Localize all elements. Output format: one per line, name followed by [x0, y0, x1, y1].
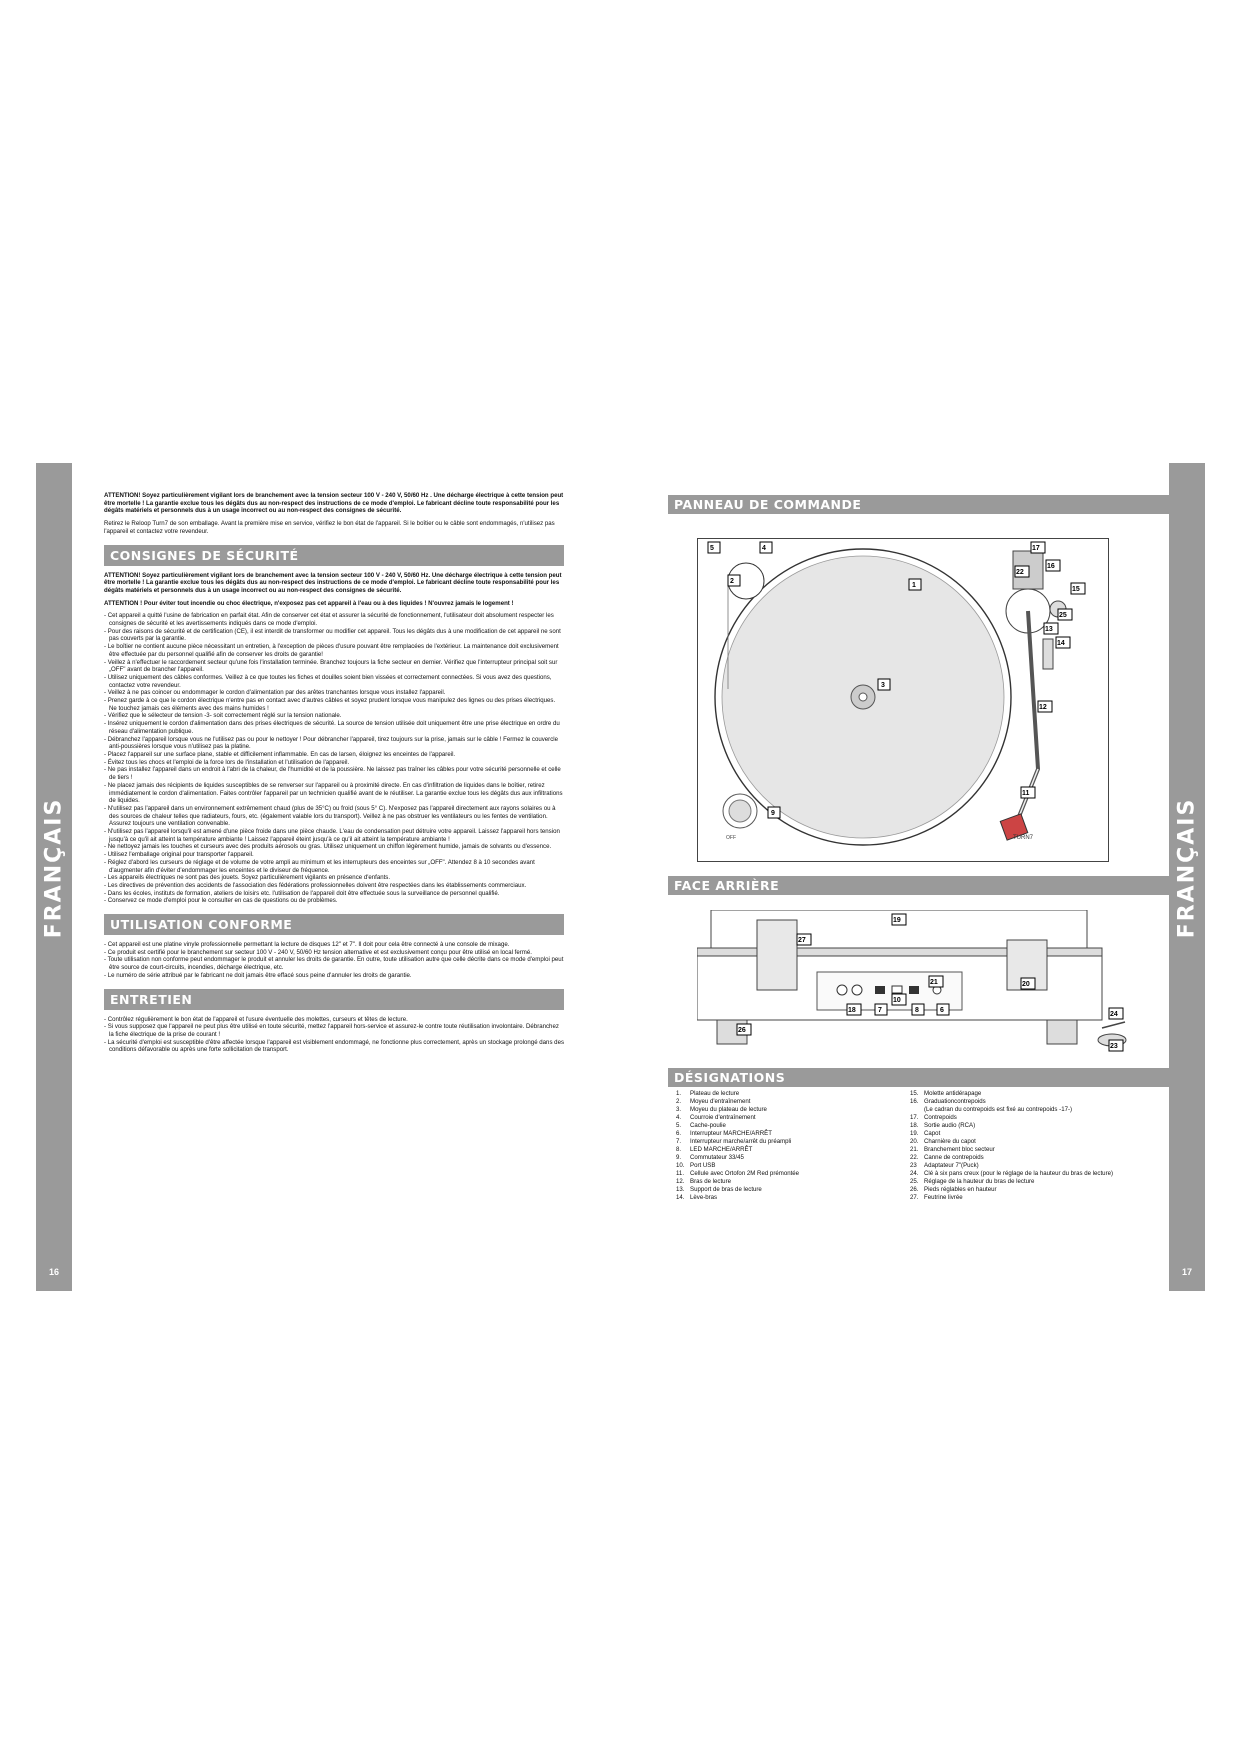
list-item: - N'utilisez pas l'appareil lorsqu'il est amené d'une pièce froide dans une pièce chaude. L'eau de condensation peut détruire votre appareil. Laissez l'appareil hors tension jusqu'à ce qu'il ait atteint la température ambiante ! Laissez l'appareil éteint jusqu'à ce qu'il ait atteint la température ambiante ! [104, 828, 564, 843]
section-header-usage: UTILISATION CONFORME [104, 914, 564, 935]
callout-14: 14 [1057, 640, 1065, 647]
arm-lift [1043, 639, 1053, 669]
hinge-left [757, 920, 797, 990]
list-item: 14. Lève-bras [676, 1194, 718, 1201]
hex-key [1102, 1022, 1125, 1028]
designations-left-list [676, 1090, 911, 1202]
section-header-safety: CONSIGNES DE SÉCURITÉ [104, 545, 564, 566]
list-item: - Évitez tous les chocs et l'emploi de la force lors de l'installation et l'utilisation de l'appareil. [104, 759, 564, 767]
list-item: - Contrôlez régulièrement le bon état de l'appareil et l'usure éventuelle des molettes, curseurs et têtes de lecture. [104, 1016, 564, 1024]
list-item: - Ne nettoyez jamais les touches et curseurs avec des produits aérosols ou gras. Utilisez uniquement un chiffon légèrement humide, jamais de solvants ou d'essence. [104, 843, 564, 851]
list-item: 23 Adaptateur 7"(Puck) [910, 1162, 979, 1169]
safety-attention-2: ATTENTION ! Pour éviter tout incendie ou choc électrique, n'exposez pas cet appareil à l'eau ou à des liquides ! N'ouvrez jamais le logement ! [104, 599, 514, 607]
list-item: - Utilisez l'emballage original pour transporter l'appareil. [104, 851, 564, 859]
list-item: - Le boîtier ne contient aucune pièce nécessitant un entretien, à l'exception de pièces d'usure pouvant être remplacées de l'extérieur. La maintenance doit exclusivement être effectuée par du personnel qualifié afin de conserver les droits de garantie! [104, 643, 564, 658]
callout-20: 20 [1022, 981, 1030, 988]
callout-10: 10 [893, 997, 901, 1004]
callout-5: 5 [710, 545, 714, 552]
foot-right [1047, 1020, 1077, 1044]
list-item: 27. Feutrine livrée [910, 1194, 963, 1201]
callout-6: 6 [940, 1007, 944, 1014]
callout-2: 2 [730, 578, 734, 585]
callout-3: 3 [881, 682, 885, 689]
callout-18: 18 [848, 1007, 856, 1014]
list-item: 11. Cellule avec Ortofon 2M Red prémontée [676, 1170, 800, 1177]
list-item: - Vérifiez que le sélecteur de tension -3- soit correctement réglé sur la tension nationale. [104, 712, 564, 720]
list-item: - Les directives de prévention des accidents de l'association des fédérations professionnelles doivent être respectées dans les établissements commerciaux. [104, 882, 564, 890]
list-item: - Cet appareil est une platine vinyle professionnelle permettant la lecture de disques 12" et 7". Il doit pour cela être connecté à une console de mixage. [104, 941, 564, 949]
maintenance-list [104, 1016, 564, 1055]
list-item: - La sécurité d'emploi est susceptible d'être affectée lorsque l'appareil est visiblement endommagé, ne fonctionne plus correctement, après un stockage prolongé dans des conditions défavorable ou après une forte sollicitation de transport. [104, 1039, 564, 1054]
list-item: 21. Branchement bloc secteur [910, 1146, 995, 1153]
list-item: 22. Canne de contrepoids [910, 1154, 984, 1161]
list-item: - Toute utilisation non conforme peut endommager le produit et annuler les droits de garantie. En outre, toute utilisation autre que celle décrite dans ce mode d'emploi peut être source de court-circuits, incendies, décharge électrique, etc. [104, 956, 564, 971]
callout-8: 8 [915, 1007, 919, 1014]
language-label-left: FRANÇAIS [41, 797, 67, 939]
page-number-right: 17 [1181, 1267, 1192, 1277]
list-item: 7. Interrupteur marche/arrêt du préampli [676, 1138, 792, 1145]
list-item: 25. Réglage de la hauteur du bras de lecture [910, 1178, 1035, 1185]
list-item: 12. Bras de lecture [676, 1178, 731, 1185]
section-header-maintenance: ENTRETIEN [104, 989, 564, 1010]
list-item: 3. Moyeu du plateau de lecture [676, 1106, 767, 1113]
list-item: - Ne pas installez l'appareil dans un endroit à l'abri de la chaleur, de l'humidité et de la poussière. Ne laissez pas traîner les câbles pour votre sécurité personnelle et celle de tiers ! [104, 766, 564, 781]
callout-24: 24 [1110, 1011, 1118, 1018]
list-item: 2. Moyeu d'entraînement [676, 1098, 751, 1105]
callout-7: 7 [878, 1007, 882, 1014]
list-item: - Cet appareil a quitté l'usine de fabrication en parfait état. Afin de conserver cet état et assurer la sécurité de fonctionnement, l'utilisateur doit absolument respecter les consignes de sécurité et les avertissements indiqués dans ce mode d'emploi. [104, 612, 564, 627]
safety-list [104, 612, 564, 905]
list-item: - Dans les écoles, instituts de formation, ateliers de loisirs etc. l'utilisation de l'appareil doit être effectuée sous la surveillance de personnel qualifié. [104, 890, 564, 898]
callout-27: 27 [798, 937, 806, 944]
callout-13: 13 [1045, 626, 1053, 633]
list-item: - Débranchez l'appareil lorsque vous ne l'utilisez pas ou pour le nettoyer ! Pour débrancher l'appareil, tirez toujours sur la prise, jamais sur le câble ! Fermez le couvercle anti-poussières lorsque vous n'utilisez pas la platine. [104, 736, 564, 751]
list-item: - Utilisez uniquement des câbles conformes. Veillez à ce que toutes les fiches et douilles soient bien vissées et correctement connectées. Si vous avez des questions, contactez votre revendeur. [104, 674, 564, 689]
callout-16: 16 [1047, 563, 1055, 570]
turntable-top-view-diagram [697, 538, 1109, 862]
left-column [104, 492, 564, 1054]
callout-25: 25 [1059, 612, 1067, 619]
section-header-rear: FACE ARRIÈRE [668, 876, 1175, 895]
section-header-designations: DÉSIGNATIONS [668, 1068, 1175, 1087]
list-item: - Ne placez jamais des récipients de liquides susceptibles de se renverser sur l'appareil ou à proximité directe. En cas d'infiltration de liquides dans le boîtier, retirez immédiatement le cordon d'alimentation. Faites contrôler l'appareil par un technicien qualifié avant de le réutiliser. La garantie exclue tous les dégâts dus aux infiltrations de liquides. [104, 782, 564, 805]
callout-26: 26 [738, 1027, 746, 1034]
preamp-switch [875, 986, 885, 994]
list-item: 16. Graduationcontrepoids [910, 1098, 986, 1105]
spindle [859, 693, 867, 701]
list-item: - Insérez uniquement le cordon d'alimentation dans des prises électriques de sécurité. La source de tension utilisée doit uniquement être une prise électrique en ordre du réseau d'alimentation publique. [104, 720, 564, 735]
callout-11: 11 [1022, 790, 1030, 797]
list-item: 13. Support de bras de lecture [676, 1186, 762, 1193]
list-item: 4. Courroie d'entraînement [676, 1114, 756, 1121]
callout-17: 17 [1032, 545, 1040, 552]
list-item: - Si vous supposez que l'appareil ne peut plus être utilisé en toute sécurité, mettez l'appareil hors-service et assurez-le contre toute réutilisation involontaire. Débranchez la fiche électrique de la prise de courant ! [104, 1023, 564, 1038]
list-item: - Veillez à n'effectuer le raccordement secteur qu'une fois l'installation terminée. Branchez toujours la fiche secteur en dernier. Vérifiez que l'interrupteur principal soit sur „OFF" avant de brancher l'appareil. [104, 659, 564, 674]
safety-attention-1: ATTENTION! Soyez particulièrement vigilant lors de branchement avec la tension secteur 100 V - 240 V, 50/60 Hz. Une décharge électrique à cette tension peut être mortelle ! La garantie exclue tous les dégâts dus au non-respect des instructions de ce mode d'emploi. Le fabricant décline toute responsabilité pour les dégâts matériels et personnels dus à un usage incorrect ou au non-respect des consignes de sécurité. [104, 571, 562, 594]
intro-unpack: Retirez le Reloop Turn7 de son emballage. Avant la première mise en service, vérifiez le bon état de l'appareil. Si le boîtier ou le câble sont endommagés, n'utilisez pas l'appareil et contactez votre revendeur. [104, 520, 555, 535]
rca-jack-left [837, 985, 847, 995]
list-item: - Réglez d'abord les curseurs de réglage et de volume de votre ampli au minimum et les interrupteurs des enceintes sur „OFF". Attendez 8 à 10 secondes avant d'augmenter afin d'éviter d'endommager les enceintes et le diviseur de fréquence. [104, 859, 564, 874]
intro-attention: ATTENTION! Soyez particulièrement vigilant lors de branchement avec la tension secteur 100 V - 240 V, 50/60 Hz . Une décharge électrique à cette tension peut être mortelle ! La garantie exclue tous les dégâts dus au non-respect des instructions de ce mode d'emploi. Le fabricant décline toute responsabilité pour les dégâts matériels et personnels dus à un usage incorrect ou au non-respect des consignes de sécurité. [104, 492, 564, 515]
list-item: 8. LED MARCHE/ARRÊT [676, 1146, 753, 1153]
designations-right-list [910, 1090, 1160, 1202]
list-item: - Ce produit est certifié pour le branchement sur secteur 100 V - 240 V, 50/60 Hz tension alternative et est exclusivement conçu pour être utilisé en local fermé. [104, 949, 564, 957]
list-item: - Conservez ce mode d'emploi pour le consulter en cas de questions ou de problèmes. [104, 897, 564, 905]
list-item: 10. Port USB [676, 1162, 716, 1169]
brand-logo: TURN7 [1013, 835, 1034, 841]
list-item: 15. Molette antidérapage [910, 1090, 982, 1097]
callout-23: 23 [1110, 1043, 1118, 1050]
list-item: - N'utilisez pas l'appareil dans un environnement extrêmement chaud (plus de 35°C) ou froid (sous 5° C). N'exposez pas l'appareil directement aux rayons solaires ou à des sources de chaleur telles que radiateurs, fours, etc. (également valable lors du transport). Veillez à ne pas obstruer les ventilateurs ou les fentes de ventilation. Assurez toujours une ventilation convenable. [104, 805, 564, 828]
rca-jack-right [852, 985, 862, 995]
callout-21: 21 [930, 979, 938, 986]
list-item: 20. Charnière du capot [910, 1138, 976, 1145]
page-number-left: 16 [48, 1267, 59, 1277]
list-item: 24. Clé à six pans creux (pour le réglage de la hauteur du bras de lecture) [910, 1170, 1114, 1177]
list-item: 26. Pieds réglables en hauteur [910, 1186, 997, 1193]
off-label: OFF [726, 835, 736, 841]
language-label-right: FRANÇAIS [1174, 797, 1200, 939]
list-item: 5. Cache-poulie [676, 1122, 726, 1129]
list-item: - Prenez garde à ce que le cordon électrique n'entre pas en contact avec d'autres câbles et soyez prudent lorsque vous manipulez des lignes ou des prises électriques. Ne touchez jamais ces éléments avec des mains humides ! [104, 697, 564, 712]
power-switch [909, 986, 919, 994]
list-item: 1. Plateau de lecture [676, 1090, 740, 1097]
usb-port [892, 986, 902, 993]
turntable-rear-diagram [697, 910, 1127, 1052]
left-sidebar-band [36, 463, 72, 1291]
callout-15: 15 [1072, 586, 1080, 593]
list-item: (Le cadran du contrepoids est fixé au contrepoids -17-) [924, 1106, 1073, 1113]
list-item: 19. Capot [910, 1130, 941, 1137]
list-item: - Veillez à ne pas coincer ou endommager le cordon d'alimentation par des arêtes tranchantes lorsque vous installez l'appareil. [104, 689, 564, 697]
turntable-top-svg [698, 539, 1108, 861]
list-item: 18. Sortie audio (RCA) [910, 1122, 976, 1129]
callout-4: 4 [762, 545, 766, 552]
turntable-rear-svg [697, 910, 1127, 1052]
list-item: 6. Interrupteur MARCHE/ARRÊT [676, 1130, 772, 1137]
power-knob-inner [729, 800, 751, 822]
list-item: - Placez l'appareil sur une surface plane, stable et difficilement inflammable. En cas de larsen, éloignez les enceintes de l'appareil. [104, 751, 564, 759]
list-item: 9. Commutateur 33/45 [676, 1154, 744, 1161]
callout-22: 22 [1016, 569, 1024, 576]
callout-19: 19 [893, 917, 901, 924]
usage-list [104, 941, 564, 980]
callout-9: 9 [771, 810, 775, 817]
list-item: - Pour des raisons de sécurité et de certification (CE), il est interdit de transformer ou modifier cet appareil. Tous les dégâts dus à une modification de cet appareil ne sont pas couverts par la garantie. [104, 628, 564, 643]
callout-1: 1 [912, 582, 916, 589]
list-item: 17. Contrepoids [910, 1114, 957, 1121]
list-item: - Les appareils électriques ne sont pas des jouets. Soyez particulièrement vigilants en présence d'enfants. [104, 874, 564, 882]
section-header-control-panel: PANNEAU DE COMMANDE [668, 495, 1175, 514]
callout-12: 12 [1039, 704, 1047, 711]
list-item: - Le numéro de série attribué par le fabricant ne doit jamais être effacé sous peine d'annuler les droits de garantie. [104, 972, 564, 980]
